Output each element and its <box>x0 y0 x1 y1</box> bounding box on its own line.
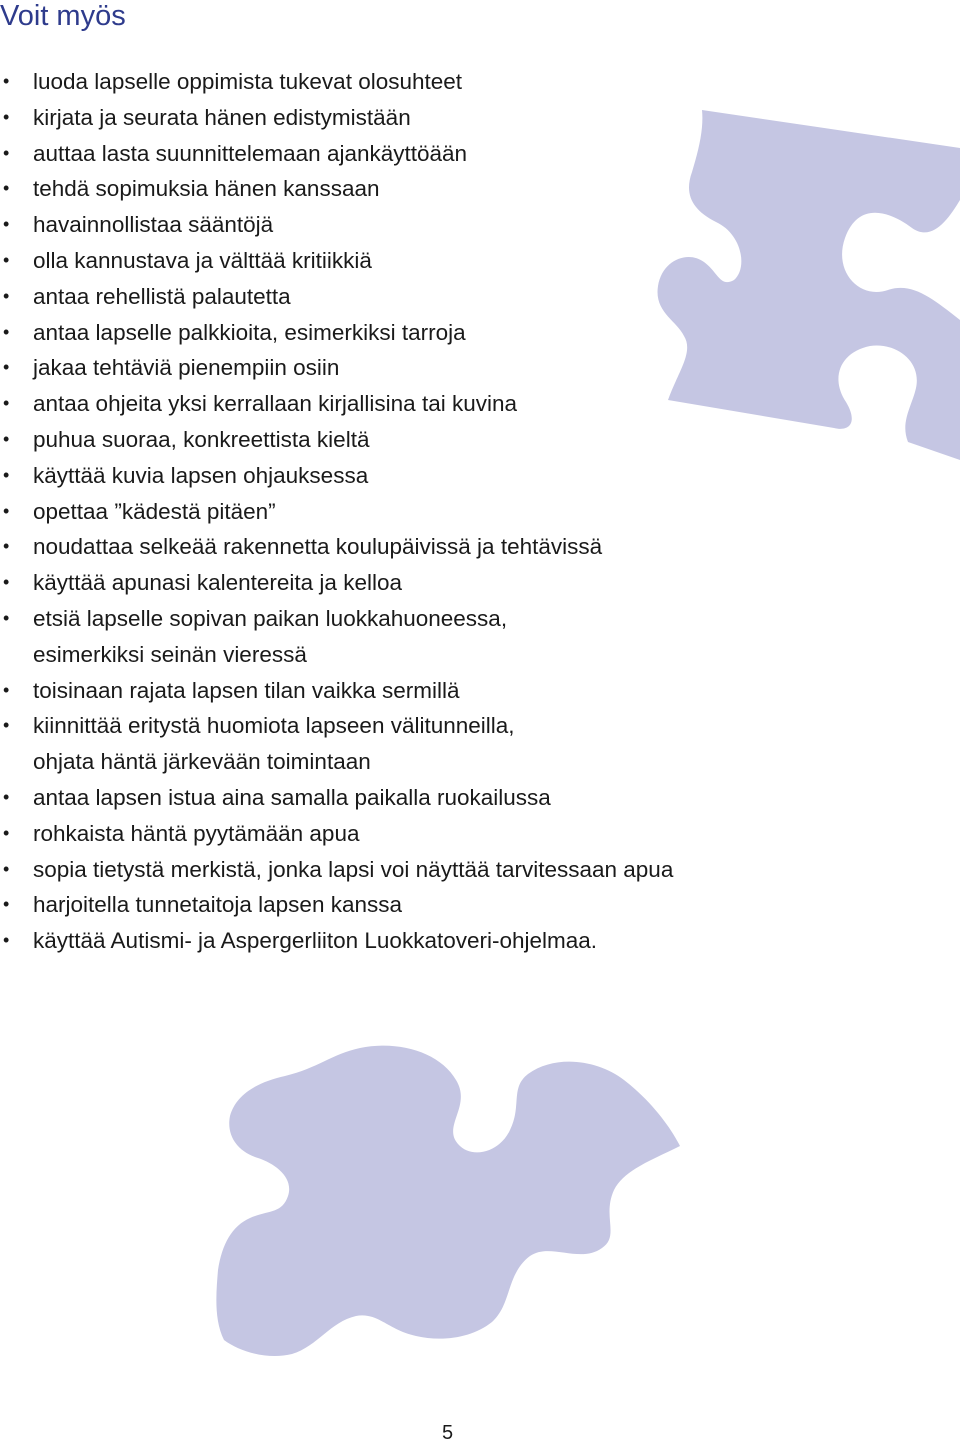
list-item-text: käyttää apunasi kalentereita ja kelloa <box>33 570 402 596</box>
bullet-icon: • <box>3 214 10 235</box>
list-item <box>0 565 800 601</box>
list-item <box>0 852 800 888</box>
bullet-icon: • <box>3 536 10 557</box>
list-item-text: käyttää Autismi- ja Aspergerliiton Luokkatoveri-ohjelmaa. <box>33 928 598 954</box>
list-item <box>0 816 800 852</box>
bullet-icon: • <box>3 357 10 378</box>
puzzle-piece-shape <box>216 1046 680 1356</box>
list-item <box>0 529 800 565</box>
list-item-text: jakaa tehtäviä pienempiin osiin <box>33 355 340 381</box>
list-item <box>0 923 800 959</box>
list-item-text: olla kannustava ja välttää kritiikkiä <box>33 247 372 273</box>
bullet-icon: • <box>3 715 10 736</box>
bullet-icon: • <box>3 142 10 163</box>
bullet-icon: • <box>3 321 10 342</box>
puzzle-piece-shape <box>658 110 960 460</box>
list-item-text: esimerkiksi seinän vieressä <box>33 641 307 667</box>
bullet-icon: • <box>3 428 10 449</box>
list-item <box>0 458 800 494</box>
list-item <box>0 673 800 709</box>
bullet-icon: • <box>3 858 10 879</box>
list-item-text: opettaa ”kädestä pitäen” <box>33 498 276 524</box>
list-item-text: auttaa lasta suunnittelemaan ajankäyttöään <box>33 140 468 166</box>
page-number: 5 <box>442 1422 454 1444</box>
page-title: Voit myös <box>0 0 126 32</box>
bullet-icon: • <box>3 178 10 199</box>
list-item-text: rohkaista häntä pyytämään apua <box>33 820 360 846</box>
list-item-text: harjoitella tunnetaitoja lapsen kanssa <box>33 892 402 918</box>
bullet-icon: • <box>3 822 10 843</box>
bullet-icon: • <box>3 607 10 628</box>
list-item-text: puhua suoraa, konkreettista kieltä <box>33 426 370 452</box>
puzzle-piece-icon <box>210 1040 690 1360</box>
list-item-text: antaa lapsen istua aina samalla paikalla ruokailussa <box>33 784 551 810</box>
list-item-text: havainnollistaa sääntöjä <box>33 212 274 238</box>
bullet-icon: • <box>3 285 10 306</box>
list-item <box>0 64 800 100</box>
list-item-text: etsiä lapselle sopivan paikan luokkahuoneessa, <box>33 605 508 631</box>
list-item-text: antaa lapselle palkkioita, esimerkiksi tarroja <box>33 319 466 345</box>
list-item-text: kiinnittää eritystä huomiota lapseen välitunneilla, <box>33 713 515 739</box>
list-item-text: ohjata häntä järkevään toimintaan <box>33 749 371 775</box>
list-item <box>0 494 800 530</box>
list-item-text: toisinaan rajata lapsen tilan vaikka sermillä <box>33 677 460 703</box>
bullet-icon: • <box>3 572 10 593</box>
list-item-text: käyttää kuvia lapsen ohjauksessa <box>33 462 369 488</box>
bullet-icon: • <box>3 71 10 91</box>
bullet-icon: • <box>3 930 10 951</box>
bullet-icon: • <box>3 786 10 807</box>
list-item-text: antaa ohjeita yksi kerrallaan kirjallisina tai kuvina <box>33 391 517 417</box>
list-item <box>0 887 800 923</box>
bullet-icon: • <box>3 106 10 127</box>
list-item-text: tehdä sopimuksia hänen kanssaan <box>33 176 380 202</box>
bullet-icon: • <box>3 393 10 414</box>
list-item-text: antaa rehellistä palautetta <box>33 283 291 309</box>
bullet-icon: • <box>3 500 10 521</box>
bullet-icon: • <box>3 679 10 700</box>
list-item <box>0 601 800 673</box>
list-item <box>0 708 800 780</box>
list-item-text: kirjata ja seurata hänen edistymistään <box>33 104 411 130</box>
list-item-text: luoda lapselle oppimista tukevat olosuhteet <box>33 69 463 94</box>
list-item-text: noudattaa selkeää rakennetta koulupäivissä ja tehtävissä <box>33 534 603 560</box>
bullet-icon: • <box>3 894 10 915</box>
puzzle-piece-icon <box>650 110 960 460</box>
list-item-text: sopia tietystä merkistä, jonka lapsi voi näyttää tarvitessaan apua <box>33 856 674 882</box>
bullet-icon: • <box>3 464 10 485</box>
list-item <box>0 780 800 816</box>
bullet-icon: • <box>3 249 10 270</box>
